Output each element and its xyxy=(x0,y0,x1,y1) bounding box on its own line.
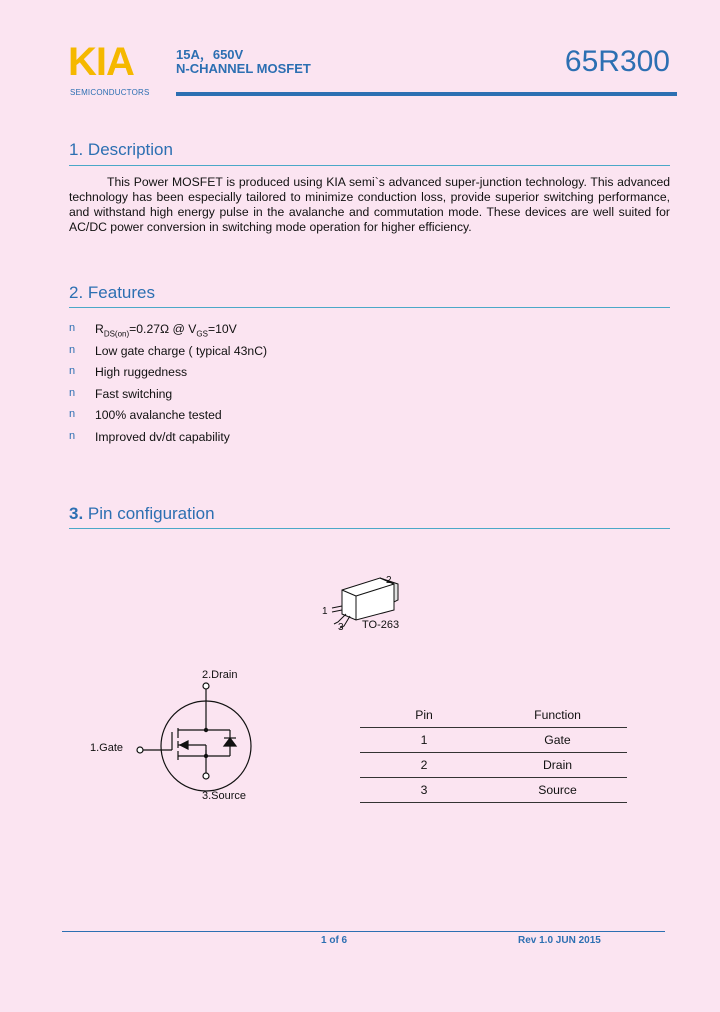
pin-cell: 2 xyxy=(360,753,488,778)
feature-text: 100% avalanche tested xyxy=(95,408,222,422)
bullet-marker: n xyxy=(69,365,76,377)
pin-3-label: 3 xyxy=(338,622,344,633)
description-paragraph: This Power MOSFET is produced using KIA semi`s advanced super-junction technology. This advanced technology has been especially tailored to minimize conduction loss, provide superior switching performance, and withstand high energy pulse in the avalanche and commutation mode. These devices are well suited for AC/DC power conversion in switching mode operation for higher efficiency. xyxy=(69,175,670,234)
features-list xyxy=(69,322,267,451)
list-item xyxy=(69,344,267,366)
bullet-marker: n xyxy=(69,429,76,442)
bullet-marker: n xyxy=(69,343,76,356)
function-cell: Source xyxy=(488,778,627,803)
revision-label: Rev 1.0 JUN 2015 xyxy=(518,935,601,946)
bullet-marker: n xyxy=(69,408,76,420)
bullet-marker: n xyxy=(69,322,76,334)
header-divider xyxy=(176,92,677,96)
section-heading-description xyxy=(69,140,173,160)
feature-text: Fast switching xyxy=(95,386,173,401)
source-label: 3.Source xyxy=(202,790,247,802)
section-number: 1 xyxy=(69,140,79,159)
function-cell: Gate xyxy=(488,728,627,753)
table-header-row xyxy=(360,703,627,728)
table-row xyxy=(360,728,627,753)
list-item xyxy=(69,322,267,344)
package-name: TO-263 xyxy=(362,619,400,631)
section-title: . Description xyxy=(78,140,173,159)
table-row xyxy=(360,778,627,803)
gate-label: 1.Gate xyxy=(90,742,124,754)
list-item xyxy=(69,408,267,430)
mosfet-symbol xyxy=(130,668,270,808)
feature-text: Low gate charge ( typical 43nC) xyxy=(95,343,268,358)
section-title: Pin configuration xyxy=(83,504,215,523)
feature-text: Improved dv/dt capability xyxy=(95,429,230,444)
pin-cell: 1 xyxy=(360,728,488,753)
logo-subtitle: SEMICONDUCTORS xyxy=(70,88,150,97)
section-title: . Features xyxy=(78,283,156,302)
section-divider xyxy=(69,307,670,308)
pin-2-label: 2 xyxy=(386,575,392,586)
feature-text: High ruggedness xyxy=(95,365,188,379)
section-divider xyxy=(69,528,670,529)
function-cell: Drain xyxy=(488,753,627,778)
table-row xyxy=(360,753,627,778)
column-header-pin: Pin xyxy=(360,703,488,728)
section-divider xyxy=(69,165,670,166)
device-rating: 15A，650V xyxy=(176,47,244,62)
pin-1-label: 1 xyxy=(322,606,328,617)
device-type: N-CHANNEL MOSFET xyxy=(176,61,311,76)
section-heading-pin-configuration xyxy=(69,504,215,524)
footer-divider xyxy=(62,931,665,932)
pin-cell: 3 xyxy=(360,778,488,803)
column-header-function: Function xyxy=(488,703,627,728)
bullet-marker: n xyxy=(69,386,76,399)
section-number: 2 xyxy=(69,283,79,302)
part-number: 65R300 xyxy=(564,45,670,78)
section-number: 3. xyxy=(69,504,84,523)
list-item xyxy=(69,430,267,452)
page-number: 1 of 6 xyxy=(321,935,348,946)
list-item xyxy=(69,365,267,387)
pin-function-table xyxy=(360,703,627,803)
feature-rds-on: $R_{DS(on)}=0.27\Omega$ @ $V_{GS}=10V$ xyxy=(95,322,237,339)
section-heading-features xyxy=(69,283,155,303)
drain-label: 2.Drain xyxy=(202,669,238,681)
list-item xyxy=(69,387,267,409)
company-logo: KIA xyxy=(68,40,134,84)
